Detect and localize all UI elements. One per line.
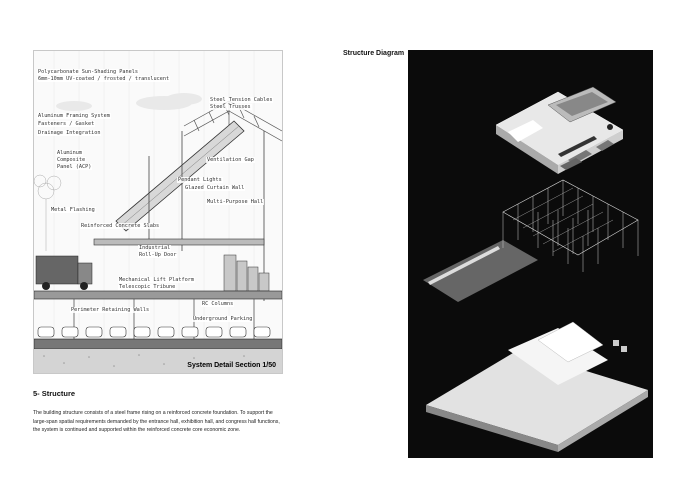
label-acp-1: Aluminum — [57, 150, 82, 156]
label-polycarbonate: Polycarbonate Sun-Shading Panels — [38, 69, 138, 75]
sun-shading-panel — [116, 121, 244, 231]
label-rollup-1: Industrial — [139, 245, 171, 251]
label-lift-platform: Mechanical Lift Platform — [119, 277, 194, 283]
label-underground-parking: Underground Parking — [193, 316, 253, 322]
label-rollup-2: Roll-Up Door — [139, 252, 177, 258]
base-layer — [426, 322, 648, 452]
label-tension-cables: Steel Tension Cables — [210, 97, 273, 103]
gravel-hatch — [34, 349, 282, 373]
structure-diagram — [408, 50, 653, 458]
label-fasteners: Fasteners / Gasket — [38, 121, 95, 127]
label-aluminum-framing: Aluminum Framing System — [38, 113, 110, 119]
label-curtain-wall: Glazed Curtain Wall — [185, 185, 245, 191]
label-polycarbonate-spec: 6mm-10mm UV-coated / frosted / translucent — [38, 76, 170, 82]
detail-caption: System Detail Section 1/50 — [187, 362, 276, 369]
label-acp-3: Panel (ACP) — [57, 164, 92, 170]
section-heading: 5- Structure — [33, 389, 76, 398]
exploded-axonometric — [408, 50, 653, 458]
foundation-slab — [34, 339, 282, 349]
label-metal-flashing: Metal Flashing — [51, 207, 95, 213]
roof-layer — [496, 87, 623, 174]
detail-section-drawing — [33, 50, 283, 374]
label-telescopic-tribune: Telescopic Tribune — [119, 284, 176, 290]
label-pendant-lights: Pendant Lights — [178, 177, 222, 183]
truck-illustration — [36, 256, 92, 290]
section-body: The building structure consists of a steel frame rising on a reinforced concrete foundation. To support the large-span spatial requirements demanded by the entrance hall, exhibition hall, and congress hall functions, the system is continued and supported within the reinforced concrete core economic zone. — [33, 410, 280, 434]
label-concrete-slabs: Reinforced Concrete Slabs — [81, 223, 160, 229]
label-rc-columns: RC Columns — [202, 301, 234, 307]
ground-slab — [34, 291, 282, 299]
label-perimeter-walls: Perimeter Retaining Walls — [71, 307, 150, 313]
label-steel-trusses: Steel Trusses — [210, 104, 251, 110]
concrete-slab — [94, 239, 264, 245]
frame-layer — [423, 180, 638, 302]
label-ventilation-gap: Ventilation Gap — [207, 157, 254, 163]
tree-sketch — [34, 175, 61, 251]
label-multipurpose-hall: Multi-Purpose Hall — [207, 199, 264, 205]
label-acp-2: Composite — [57, 157, 86, 163]
tribune-steps — [224, 255, 269, 291]
diagram-title: Structure Diagram — [343, 50, 405, 57]
label-drainage: Drainage Integration — [38, 130, 101, 136]
